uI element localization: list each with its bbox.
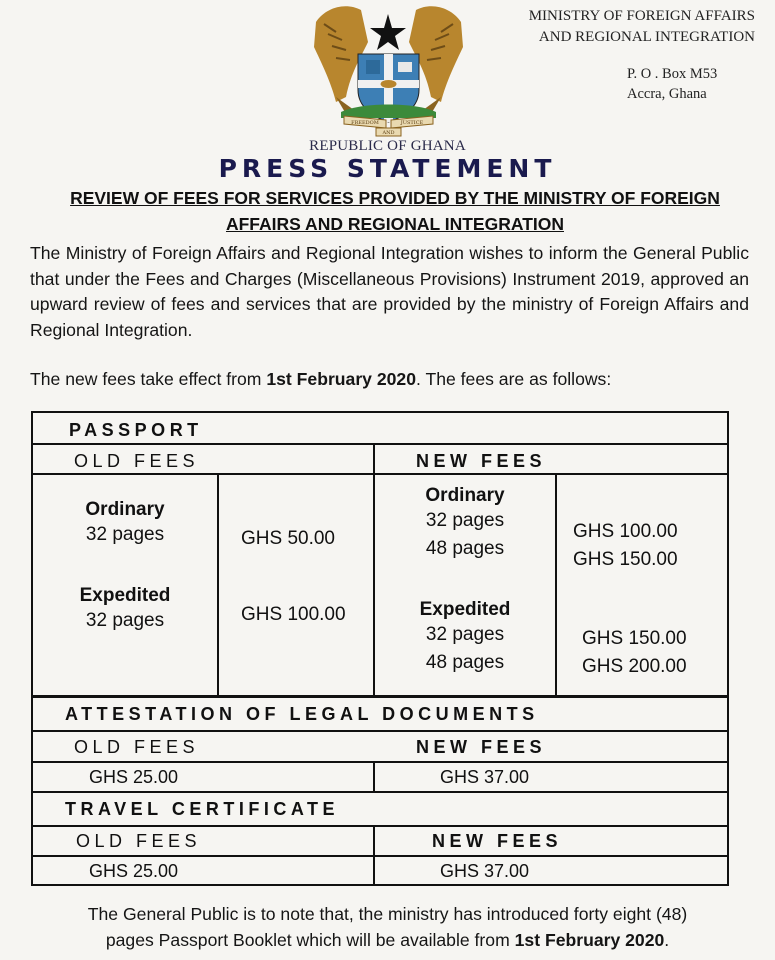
table-border (31, 411, 33, 886)
review-subtitle-line-1: REVIEW OF FEES FOR SERVICES PROVIDED BY THE MINISTRY OF FOREIGN (70, 188, 720, 208)
new-expedited-pages-48: 48 pages (425, 652, 505, 673)
new-ordinary-fee-32: GHS 100.00 (573, 521, 678, 542)
ghana-coat-of-arms-emblem (306, 2, 471, 140)
ministry-line-1: MINISTRY OF FOREIGN AFFAIRS (528, 8, 755, 24)
old-expedited-label: Expedited (79, 585, 171, 606)
table-divider (31, 473, 729, 475)
effect-date: 1st February 2020 (266, 369, 416, 389)
attestation-old-fee: GHS 25.00 (89, 767, 179, 787)
new-ordinary-passport (375, 485, 555, 563)
effect-suffix: . The fees are as follows: (415, 369, 612, 389)
closing-note (20, 901, 755, 953)
table-border (727, 411, 729, 886)
old-expedited-passport (33, 585, 217, 635)
attestation-old-fees-header: OLD FEES (74, 737, 200, 757)
table-divider (373, 825, 375, 886)
new-expedited-passport (375, 599, 555, 677)
attestation-new-fee: GHS 37.00 (440, 767, 530, 787)
ministry-address (627, 64, 717, 104)
review-subtitle-line-2: AFFAIRS AND REGIONAL INTEGRATION (225, 214, 564, 234)
ministry-line-2: AND REGIONAL INTEGRATION (538, 29, 755, 45)
closing-note-suffix: . (664, 930, 670, 950)
motto-freedom: FREEDOM (351, 120, 379, 126)
new-expedited-label: Expedited (419, 599, 511, 620)
travel-old-fee: GHS 25.00 (89, 861, 179, 881)
new-expedited-fees (582, 625, 687, 681)
table-border (31, 884, 729, 886)
motto-justice: JUSTICE (400, 120, 424, 126)
table-divider (373, 761, 375, 792)
address-line-1: P. O . Box M53 (627, 66, 718, 82)
table-divider (31, 695, 729, 698)
table-divider (31, 730, 729, 732)
travel-certificate-section-title: TRAVEL CERTIFICATE (65, 799, 339, 819)
new-ordinary-pages-32: 32 pages (425, 510, 505, 531)
passport-new-fees-header: NEW FEES (416, 451, 547, 471)
table-divider (31, 761, 729, 763)
new-expedited-pages-32: 32 pages (425, 624, 505, 645)
review-subtitle (40, 185, 750, 237)
old-ordinary-passport (33, 499, 217, 549)
table-divider (31, 443, 729, 445)
closing-note-line-1: The General Public is to note that, the ministry has introduced forty eight (48) (87, 904, 688, 924)
table-border (31, 411, 729, 413)
fees-table (31, 411, 729, 886)
travel-new-fees-header: NEW FEES (432, 831, 563, 851)
old-ordinary-pages: 32 pages (85, 524, 165, 545)
travel-new-fee: GHS 37.00 (440, 861, 530, 881)
new-ordinary-label: Ordinary (425, 485, 505, 506)
black-star-icon (370, 14, 406, 50)
table-divider (31, 791, 729, 793)
press-statement-title: PRESS STATEMENT (218, 154, 557, 183)
address-line-2: Accra, Ghana (627, 86, 707, 102)
old-ordinary-fee: GHS 50.00 (241, 528, 335, 549)
attestation-section-title: ATTESTATION OF LEGAL DOCUMENTS (65, 704, 539, 724)
passport-section-title: PASSPORT (69, 420, 203, 440)
old-expedited-fee: GHS 100.00 (241, 604, 346, 625)
ministry-name (529, 6, 755, 48)
table-divider (217, 473, 219, 697)
grass-icon (341, 105, 436, 119)
new-ordinary-fee-48: GHS 150.00 (573, 549, 678, 570)
travel-old-fees-header: OLD FEES (76, 831, 202, 851)
new-expedited-fee-48: GHS 200.00 (582, 656, 687, 677)
motto-and: AND (382, 130, 395, 136)
new-ordinary-fees (573, 518, 678, 574)
closing-note-date: 1st February 2020 (514, 930, 665, 950)
closing-note-line-2 (20, 927, 755, 953)
old-expedited-pages: 32 pages (85, 610, 165, 631)
passport-old-fees-header: OLD FEES (74, 451, 200, 471)
effective-date-paragraph (30, 369, 611, 390)
effect-prefix: The new fees take effect from (30, 369, 267, 389)
old-ordinary-label: Ordinary (85, 499, 165, 520)
table-divider (31, 855, 729, 857)
republic-of-ghana-label: REPUBLIC OF GHANA (309, 138, 466, 154)
table-divider (31, 825, 729, 827)
closing-note-prefix: pages Passport Booklet which will be available from (105, 930, 515, 950)
intro-paragraph: The Ministry of Foreign Affairs and Regional Integration wishes to inform the General Public that under the Fees and Charges (Miscellaneous Provisions) Instrument 2019, approved an upward review of fees and services that are provided by the ministry of Foreign Affairs and Regional Integration. (30, 243, 749, 340)
new-ordinary-pages-48: 48 pages (425, 538, 505, 559)
new-expedited-fee-32: GHS 150.00 (582, 628, 687, 649)
attestation-new-fees-header: NEW FEES (416, 737, 547, 757)
table-divider (555, 473, 557, 697)
